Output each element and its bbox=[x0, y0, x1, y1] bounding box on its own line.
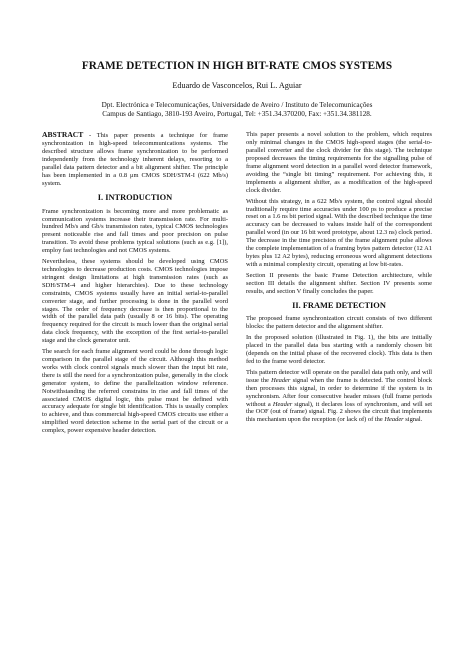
paper-affiliation bbox=[42, 101, 432, 119]
affiliation-line-1: Dpt. Electrónica e Telecomunicações, Universidade de Aveiro / Instituto de Telecomunicações bbox=[101, 101, 373, 109]
intro-paragraph-2: Nevertheless, these systems should be developed using CMOS technologies to decrease production costs. CMOS technologies impose stringent design limitations at high transmission rates (such as SDH/STM-4 and higher hierarchies). Due to these technology constraints, CMOS systems usually have an initial serial-to-parallel converter stage, and further processing is done in the parallel word stages. The order of frequency decrease is then proportional to the width of the parallel data path (usually 8 or 16 bits). The operating frequency required for the circuit is much lower than the original serial data clock frequency, with the exception of the first serial-to-parallel stage and the clock generator unit. bbox=[42, 258, 228, 345]
paper-authors: Eduardo de Vasconcelos, Rui L. Aguiar bbox=[172, 81, 302, 90]
affiliation-line-2: Campus de Santiago, 3810-193 Aveiro, Portugal, Tel: +351.34.370200, Fax: +351.34.381128. bbox=[102, 110, 372, 119]
abstract-text: - This paper presents a technique for frame synchronization in high-speed telecommunications systems. The described structure allows frame synchronization to be performed independently from the technology inherent delays, resorting to a parallel data pattern detector and a bit alignment shifter. The principle has been implemented in a 0.8 μm CMOS SDH/STM-I (622 Mb/s) system. bbox=[42, 132, 228, 187]
header-signal-term: Header bbox=[272, 400, 293, 408]
text-run: signal), it declares loss of synchronism, and will set the OOF (out of frame) signal. Fig. 2 shows the circuit that implements this mechanism upon the reception (or lack of) of the bbox=[246, 400, 432, 424]
frame-detection-paragraph-1: The proposed frame synchronization circuit consists of two different blocks: the pattern detector and the alignment shifter. bbox=[246, 315, 432, 331]
intro-paragraph-5: Without this strategy, in a 622 Mb/s system, the control signal should traditionally require time accuracies under 100 ps to produce a precise reset on a 1.6 ns bit period signal. With the described technique the time accuracy can be decreased to values inside half of the correspondent parallel word (in our 16 bit word prototype, about 12.3 ns) clock period. The decrease in the time precision of the frame alignment pulse allows the complete implementation of a framing bytes pattern detector (12 A1 bytes plus 12 A2 bytes), reducing erroneous word alignment detections with a minimal complexity circuit, operating at low bit-rates. bbox=[246, 197, 432, 268]
header-signal-term: Header bbox=[384, 416, 404, 424]
text-run: signal. bbox=[403, 416, 423, 424]
frame-detection-paragraph-3 bbox=[246, 369, 432, 424]
frame-detection-paragraph-2: In the proposed solution (illustrated in Fig. 1), the bits are initially placed in the parallel data bus starting with a randomly chosen bit (depends on the initial phase of the recovered clock). This data is then fed to the frame word detector. bbox=[246, 334, 432, 365]
intro-paragraph-4: This paper presents a novel solution to the problem, which requires only minimal changes in the CMOS high-speed stages (the serial-to-parallel converter and the clock divider for this stage). The technique proposed decreases the timing requirements for the signalling pulse of frame alignment word detection in a parallel word detector framework, avoiding the “single bit timing” requirement. For achieving this, it implements a alignment shifter, as a modification of the high-speed clock divider. bbox=[246, 131, 432, 194]
section-heading-introduction: I. INTRODUCTION bbox=[97, 192, 173, 202]
paper-title: FRAME DETECTION IN HIGH BIT-RATE CMOS SYSTEMS bbox=[81, 60, 393, 72]
intro-paragraph-3: The search for each frame alignment word could be done through logic comparison in the parallel stage of the circuit. Although this method works with clock control signals much slower than the input bit rate, there is still the need for a synchronization pulse, generally in the clock generator system, to define the parallelization window reference. Notwithstanding the referred constrains in rise and fall times of the associated CMOS digital logic, this pulse must be defined with accuracy adequate for single bit identification. This is usually complex to achieve, and thus commercial high-speed CMOS circuits use either a simplified word detection scheme in the serial part of the circuit or a complex, power expensive header detection. bbox=[42, 348, 228, 435]
abstract-label: ABSTRACT bbox=[42, 130, 84, 140]
abstract-paragraph bbox=[42, 131, 228, 187]
right-column bbox=[246, 131, 432, 438]
intro-paragraph-6: Section II presents the basic Frame Detection architecture, while section III details the alignment shifter. Section IV presents some results, and section V finally concludes the paper. bbox=[246, 271, 432, 295]
intro-paragraph-1: Frame synchronization is becoming more and more problematic as communication systems increase their transmission rate. For multi-hundred Mb/s and Gb/s transmission rates, typical CMOS technologies present noticeable rise and fall times and poor precision on pulse transition. To avoid these problems typical solutions (such as e.g. [1]), employ fast technologies and not CMOS systems. bbox=[42, 207, 228, 255]
section-heading-frame-detection: II. FRAME DETECTION bbox=[292, 300, 386, 310]
left-column bbox=[42, 131, 228, 438]
header-signal-term: Header bbox=[271, 376, 291, 384]
text-run: This pattern detector will operate on the parallel data path only, and will issue the bbox=[246, 368, 432, 384]
text-run: signal when the frame is detected. The control block then processes this signal, in order to determine if the system is in synchronism. After four consecutive header misses (full frame periods without a bbox=[246, 376, 432, 408]
two-column-body bbox=[42, 131, 432, 438]
